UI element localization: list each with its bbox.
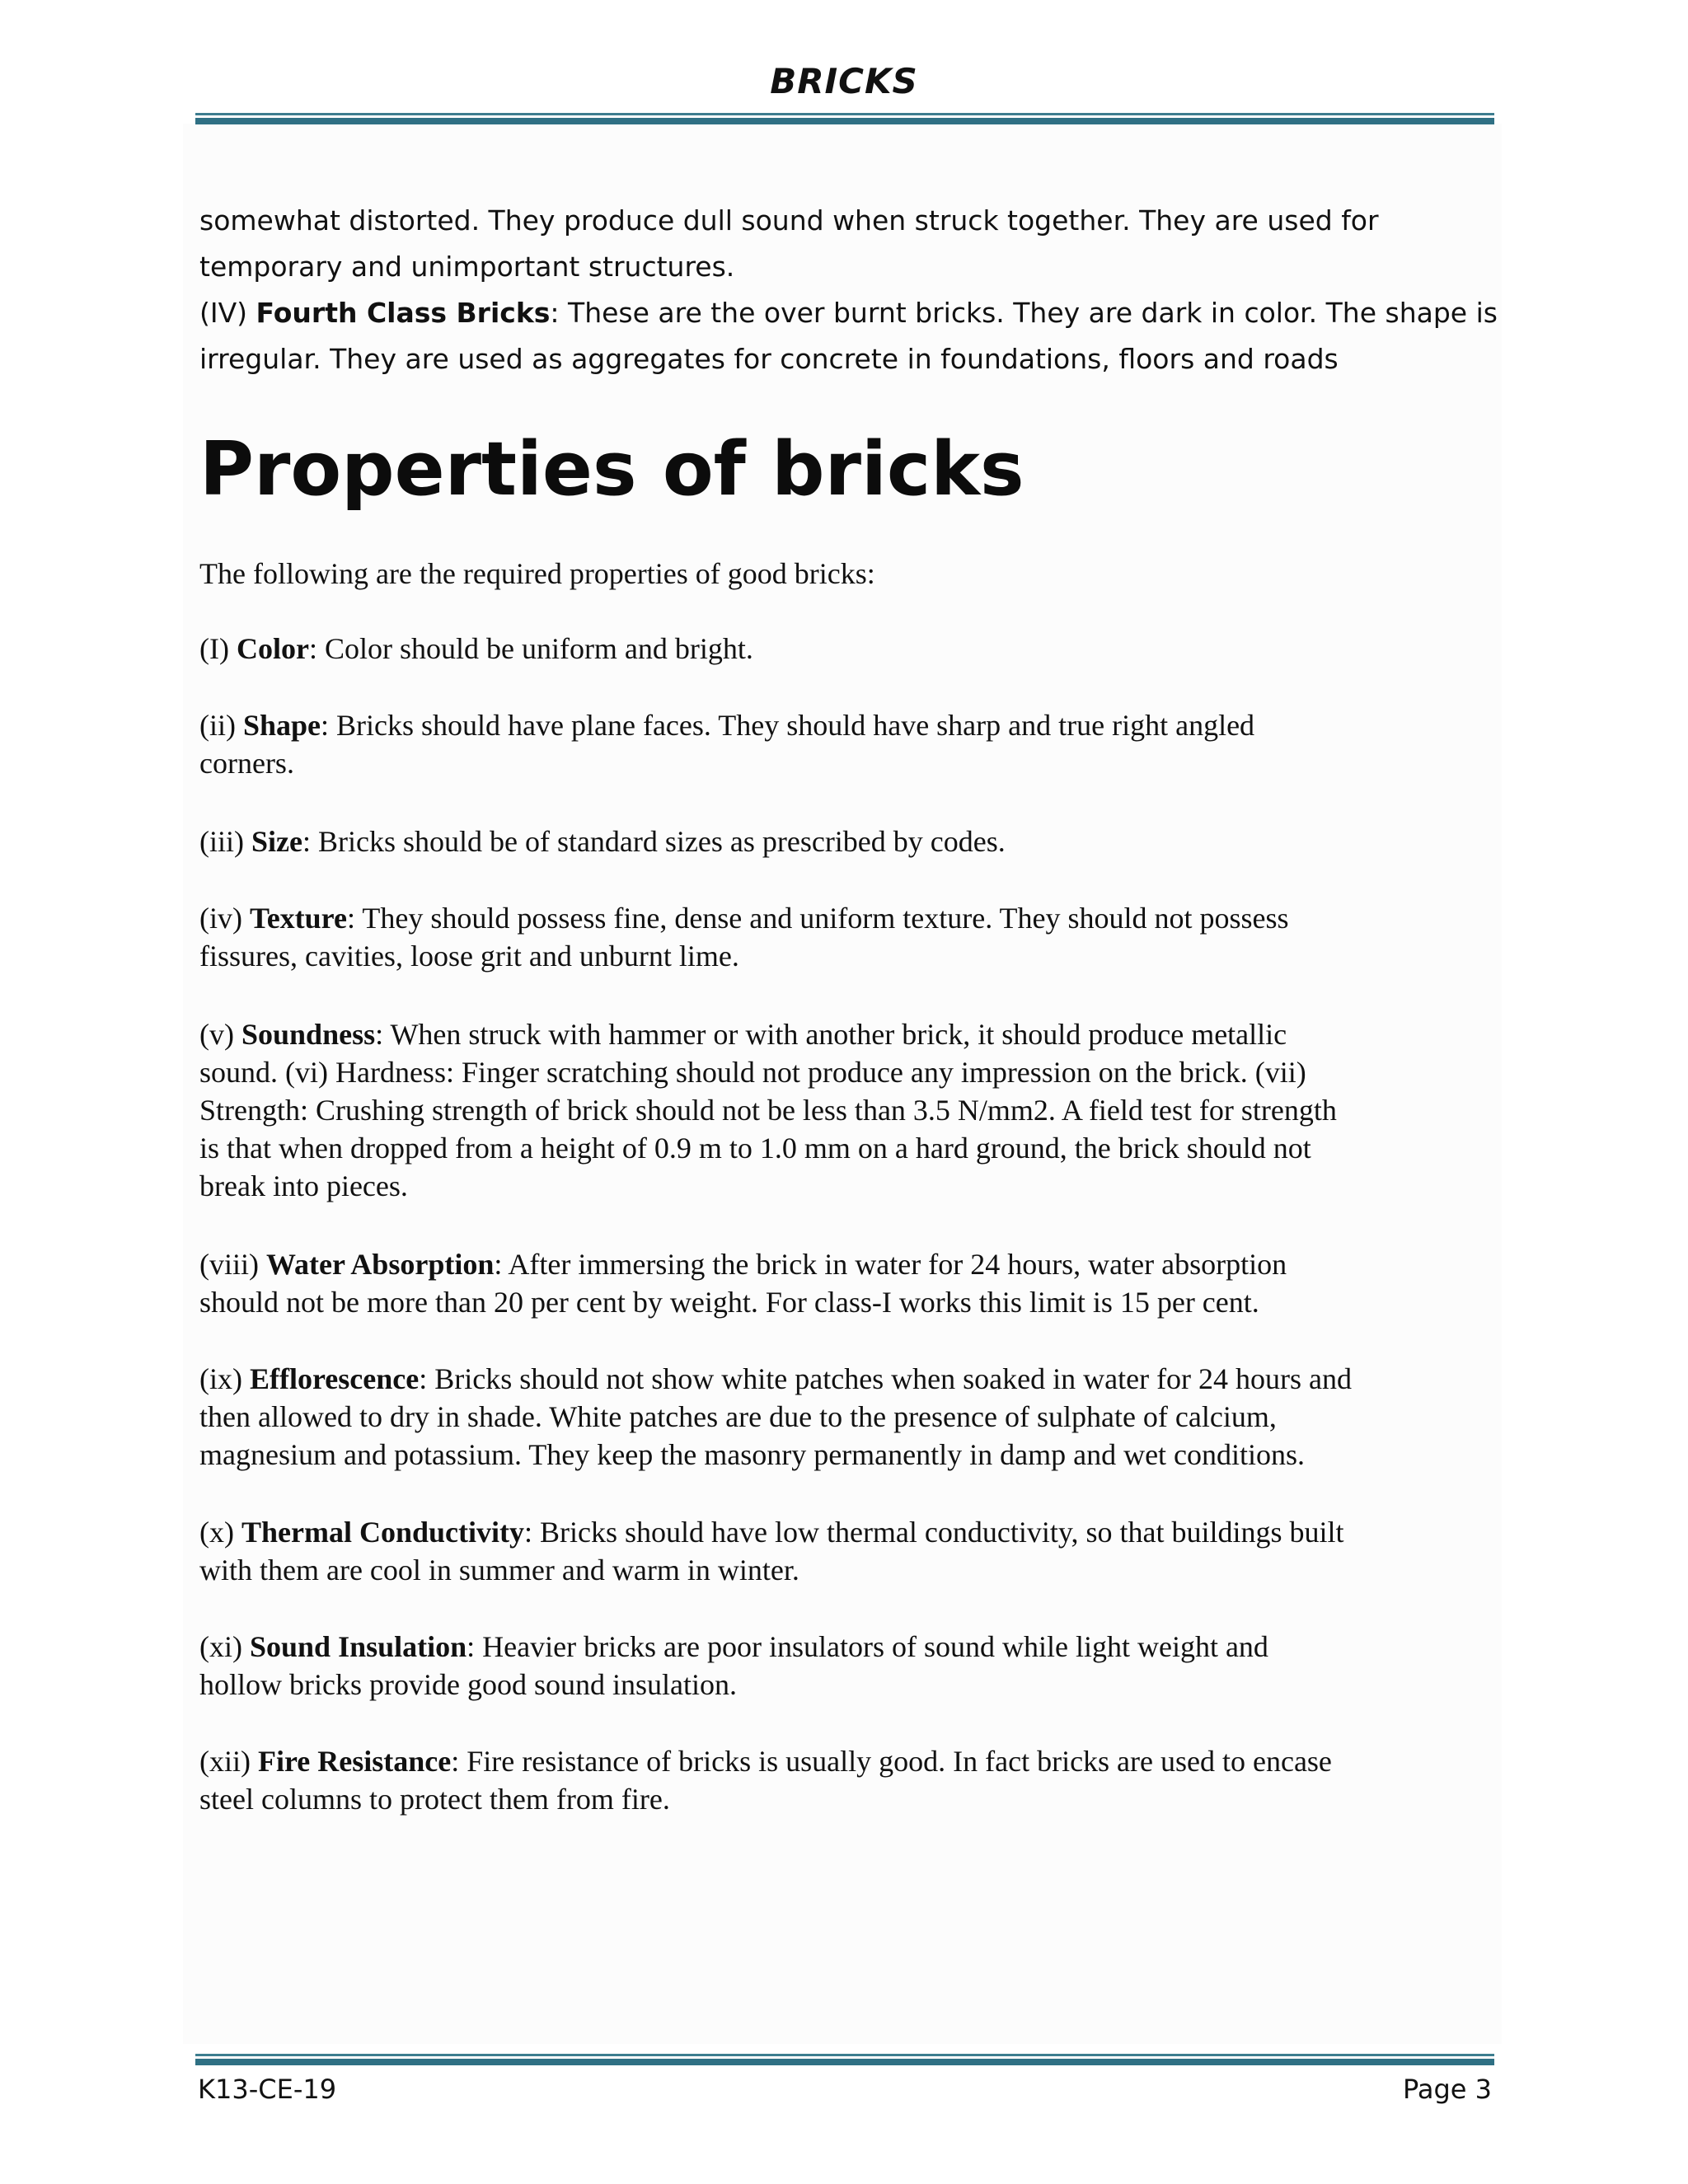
property-term: Water Absorption xyxy=(265,1248,495,1281)
property-thermal-conductivity: (x) Thermal Conductivity: Bricks should have low thermal conductivity, so that buildings built with them are cool in summer and warm in winter. xyxy=(199,1516,1344,1586)
property-shape: (ii) Shape: Bricks should have plane faces. They should have sharp and true right angled corners. xyxy=(199,709,1255,780)
property-term: Fire Resistance xyxy=(257,1745,452,1778)
property-term: Texture xyxy=(249,902,347,935)
property-term: Soundness xyxy=(241,1018,376,1051)
fourth-class-term: Fourth Class Bricks xyxy=(256,297,551,329)
section-heading: Properties of bricks xyxy=(199,426,1025,513)
property-water-absorption: (viii) Water Absorption: After immersing the brick in water for 24 hours, water absorption should not be more than 20 per cent by weight. For class-I works this limit is 15 per cent. xyxy=(199,1248,1287,1319)
property-term: Size xyxy=(251,825,302,858)
property-sound-insulation: (xi) Sound Insulation: Heavier bricks are poor insulators of sound while light weight and hollow bricks provide good sound insulation. xyxy=(199,1630,1268,1701)
running-header-title: BRICKS xyxy=(770,61,918,101)
property-color: (I) Color: Color should be uniform and bright. xyxy=(199,632,753,665)
property-term: Thermal Conductivity xyxy=(241,1516,524,1549)
property-term: Efflorescence xyxy=(249,1362,420,1395)
property-size: (iii) Size: Bricks should be of standard sizes as prescribed by codes. xyxy=(199,825,1006,858)
footer-page-number: Page 3 xyxy=(1403,2074,1492,2105)
intro-paragraphs xyxy=(199,198,1502,382)
fourth-class-line: (IV) Fourth Class Bricks: These are the over burnt bricks. They are dark in color. The shape is xyxy=(199,297,1498,329)
footer-course-code: K13-CE-19 xyxy=(198,2074,337,2105)
property-term: Shape xyxy=(242,709,321,742)
lead-paragraph: The following are the required properties of good bricks: xyxy=(199,557,875,590)
property-fire-resistance: (xii) Fire Resistance: Fire resistance of bricks is usually good. In fact bricks are used to encase steel columns to protect them from fire. xyxy=(199,1745,1332,1816)
property-term: Sound Insulation xyxy=(249,1630,467,1663)
property-texture: (iv) Texture: They should possess fine, dense and uniform texture. They should not possess fissures, cavities, loose grit and unburnt lime. xyxy=(199,902,1289,972)
property-term: Color xyxy=(236,632,309,665)
header-rule xyxy=(195,113,1494,124)
intro-line: temporary and unimportant structures. xyxy=(199,251,735,283)
footer-rule xyxy=(195,2054,1494,2065)
property-soundness: (v) Soundness: When struck with hammer or with another brick, it should produce metallic sound. (vi) Hardness: Finger scratching should not produce any impression on the brick. (vii) Strength: Crushing strength of brick should not be less than 3.5 N/mm2. A field test for strength is that when dropped from a height of 0.9 m to 1.0 mm on a hard ground, the brick should not break into pieces. xyxy=(199,1018,1337,1202)
intro-line: irregular. They are used as aggregates for concrete in foundations, floors and roads xyxy=(199,343,1339,375)
intro-line: somewhat distorted. They produce dull sound when struck together. They are used for xyxy=(199,204,1379,237)
property-efflorescence: (ix) Efflorescence: Bricks should not show white patches when soaked in water for 24 hours and then allowed to dry in shade. White patches are due to the presence of sulphate of calcium, magnesium and potassium. They keep the masonry permanently in damp and wet conditions. xyxy=(199,1362,1353,1471)
